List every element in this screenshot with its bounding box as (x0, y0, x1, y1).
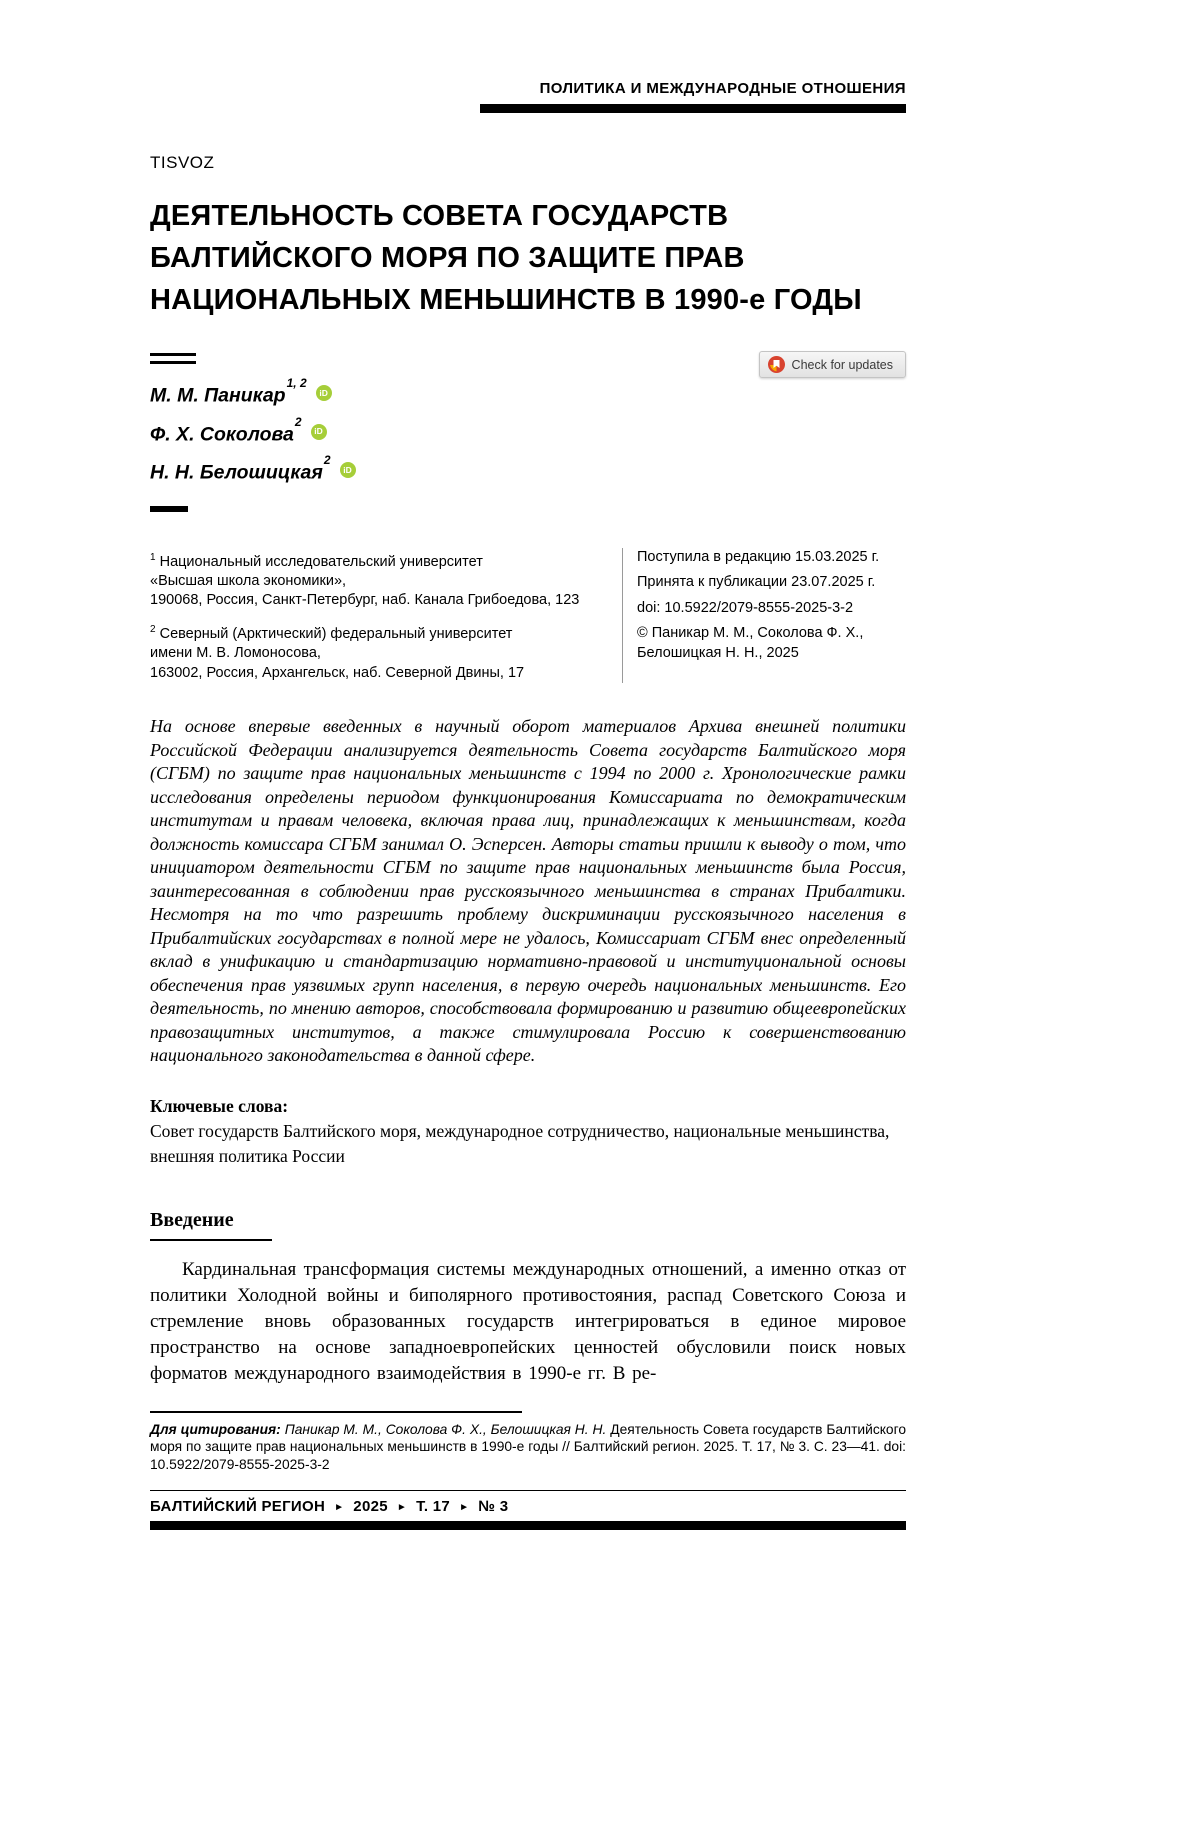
doi: doi: 10.5922/2079-8555-2025-3-2 (637, 599, 854, 616)
footer-journal-name: БАЛТИЙСКИЙ РЕГИОН (150, 1498, 326, 1516)
orcid-icon[interactable]: iD (311, 424, 327, 440)
crossmark-icon (768, 356, 785, 373)
keywords-block (150, 1094, 906, 1169)
abstract: На основе впервые введенных в научный оборот материалов Архива внешней политики Российской Федерации анализируется деятельность Совета государств Балтийского моря (СГБМ) по защите прав национальных меньшинств с 1994 по 2000 г. Хронологические рамки исследования определены периодом функционирования Комиссариата по демократическим институтам и правам человека, включая права лиц, принадлежащих к меньшинствам, когда должность комиссара СГБМ занимал О. Эсперсен. Авторы статьи пришли к выводу о том, что инициатором деятельности СГБМ по защите прав национальных меньшинств была Россия, заинтересованная в соблюдении прав русскоязычного меньшинства в странах Прибалтики. Несмотря на то что разрешить проблему дискриминации русскоязычного населения в Прибалтийских государствах в полной мере не удалось, Комиссариат СГБМ внес определенный вклад в унификацию и стандартизацию нормативно-правовой и институциональной основы обеспечения прав уязвимых групп населения, в первую очередь национальных меньшинств. Его деятельность, по мнению авторов, способствовала формированию и развитию общеевропейских правозащитных институтов, а также стимулировала Россию к совершенствованию национального законодательства в данной сфере. (150, 716, 906, 1066)
orcid-icon[interactable]: iD (316, 385, 332, 401)
section-heading-introduction: Введение (150, 1209, 272, 1241)
page-content (150, 80, 906, 1530)
affil-sup: 2 (150, 623, 156, 635)
affil-sup: 1 (150, 551, 156, 563)
article-code: TISVOZ (150, 153, 215, 172)
affiliation-1: $^1$ Национальный исследовательский университет «Высшая школа экономики», 190068, Россия, Санкт-Петербург, наб. Канала Грибоедова, 123 (150, 551, 580, 609)
article-title (150, 195, 906, 321)
footer-journal-line (150, 1498, 906, 1515)
article-meta (623, 548, 906, 684)
author-affil-sup: 2 (294, 414, 302, 429)
author-2 (150, 413, 906, 452)
received-date: Поступила в редакцию 15.03.2025 г. (637, 548, 880, 565)
article-title-line: БАЛТИЙСКОГО МОРЯ ПО ЗАЩИТЕ ПРАВ (150, 242, 745, 274)
author-name: М. М. Паникар$^{1, 2}$ (150, 376, 307, 407)
affiliations (150, 548, 622, 684)
divider-bar (150, 361, 196, 364)
citation-authors: Паникар М. М., Соколова Ф. Х., Белошицкая Н. Н. (284, 1421, 607, 1437)
affiliation-2: $^2$ Северный (Арктический) федеральный университет имени М. В. Ломоносова, 163002, Россия, Архангельск, наб. Северной Двины, 17 (150, 623, 525, 681)
author-affil-sup: 2 (323, 453, 331, 467)
divider-bar (150, 353, 196, 356)
author-affil-sup: 1, 2 (286, 376, 307, 390)
check-for-updates-label: Check for updates (791, 357, 893, 372)
keywords-label: Ключевые слова: (150, 1095, 289, 1116)
arrow-right-icon: ► (459, 1501, 470, 1513)
footer-top-rule (150, 1490, 906, 1491)
citation-rule (150, 1411, 522, 1413)
running-head: ПОЛИТИКА И МЕЖДУНАРОДНЫЕ ОТНОШЕНИЯ (539, 80, 906, 97)
arrow-right-icon: ► (334, 1501, 345, 1513)
article-title-line: ДЕЯТЕЛЬНОСТЬ СОВЕТА ГОСУДАРСТВ (150, 200, 729, 232)
footer-bottom-bar (150, 1521, 906, 1530)
citation-text: Деятельность Совета государств Балтийского моря по защите прав национальных меньшинств в 1990-е годы // Балтийский регион. 2025. Т. 17, № 3. С. 23—41. doi: 10.5922/2079-8555-2025-3-2 (150, 1421, 906, 1472)
citation-label: Для цитирования: (150, 1421, 281, 1437)
orcid-icon[interactable]: iD (340, 462, 356, 478)
accepted-date: Принята к публикации 23.07.2025 г. (637, 574, 876, 590)
author-name: Ф. Х. Соколова$^2$ (150, 414, 302, 445)
author-end-rule (150, 506, 188, 512)
citation-block (150, 1421, 906, 1474)
byline-block (150, 353, 906, 512)
footer-volume: Т. 17 (416, 1498, 451, 1516)
author-list (150, 374, 906, 490)
keywords-text: Совет государств Балтийского моря, международное сотрудничество, национальные меньшинства, внешняя политика России (150, 1120, 890, 1166)
page-footer (150, 1490, 906, 1530)
page-header (150, 80, 906, 113)
affiliation-meta-row (150, 548, 906, 684)
copyright: © Паникар М. М., Соколова Ф. Х., Белошицкая Н. Н., 2025 (637, 625, 864, 661)
footer-issue: № 3 (478, 1498, 509, 1516)
author-3 (150, 451, 906, 490)
author-name: Н. Н. Белошицкая$^2$ (150, 453, 331, 484)
header-rule (480, 104, 906, 113)
arrow-right-icon: ► (396, 1501, 408, 1513)
author-1 (150, 374, 906, 413)
check-for-updates-badge[interactable] (759, 351, 906, 378)
article-title-line: НАЦИОНАЛЬНЫХ МЕНЬШИНСТВ В 1990-е ГОДЫ (150, 284, 862, 316)
footer-year: 2025 (353, 1498, 388, 1516)
body-paragraph: Кардинальная трансформация системы международных отношений, а именно отказ от политики Холодной войны и биполярного противостояния, распад Советского Союза и стремление вновь образованных государств интегрироваться в единое мировое пространство на основе западноевропейских ценностей обусловили поиск новых форматов международного взаимодействия в 1990-е гг. В ре- (150, 1258, 906, 1384)
section-heading-wrap (150, 1209, 906, 1241)
